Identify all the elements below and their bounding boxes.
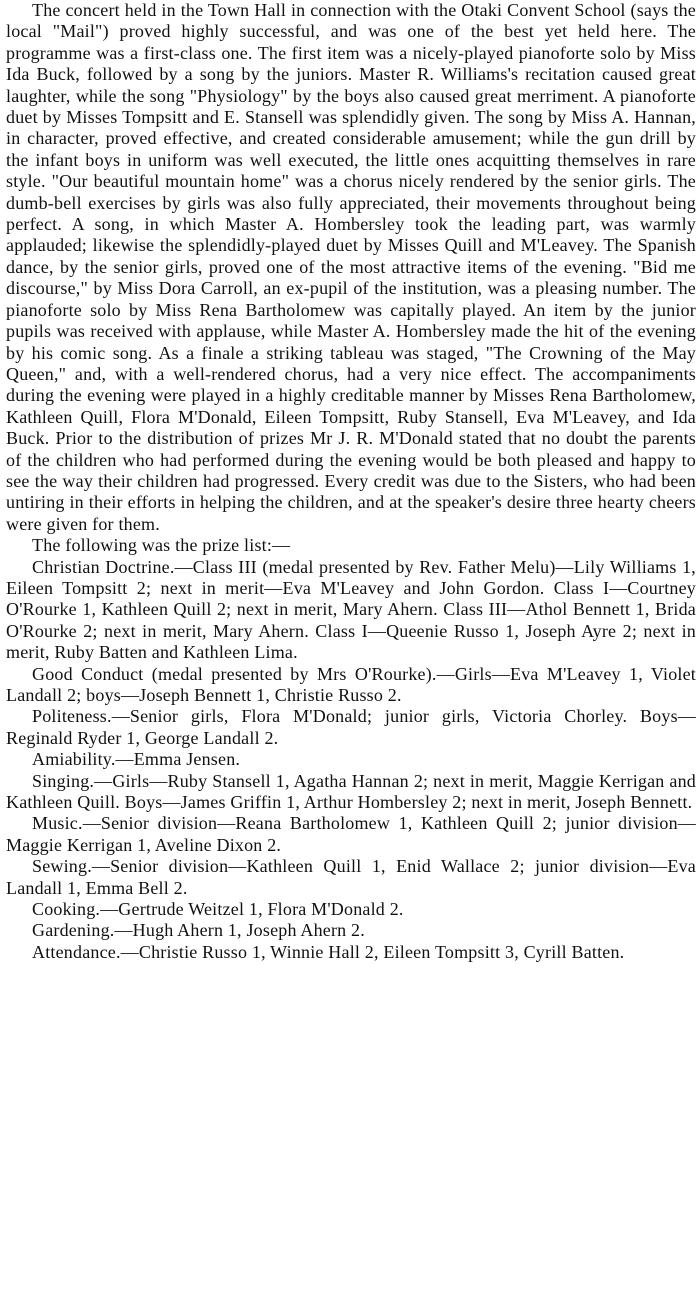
prize-sewing: Sewing.—Senior division—Kathleen Quill 1, Enid Wallace 2; junior division—Eva Landall 1, Emma Bell 2. (6, 856, 696, 898)
prize-christian-doctrine: Christian Doctrine.—Class III (medal presented by Rev. Father Melu)—Lily Williams 1, Eileen Tompsitt 2; next in merit—Eva M'Leavey and John Gordon. Class I—Courtney O'Rourke 1, Kathleen Quill 2; next in merit, Mary Ahern. Class III—Athol Bennett 1, Brida O'Rourke 2; next in merit, Mary Ahern. Class I—Queenie Russo 1, Joseph Ayre 2; next in merit, Ruby Batten and Kathleen Lima. (6, 556, 696, 663)
prize-good-conduct: Good Conduct (medal presented by Mrs O'Rourke).—Girls—Eva M'Leavey 1, Violet Landall 2; boys—Joseph Bennett 1, Christie Russo 2. (6, 663, 696, 705)
prize-gardening: Gardening.—Hugh Ahern 1, Joseph Ahern 2. (32, 920, 365, 941)
prize-attendance: Attendance.—Christie Russo 1, Winnie Hall 2, Eileen Tompsitt 3, Cyrill Batten. (32, 941, 625, 962)
prize-list-intro: The following was the prize list:— (32, 535, 291, 556)
prize-amiability: Amiability.—Emma Jensen. (32, 749, 241, 770)
prize-cooking: Cooking.—Gertrude Weitzel 1, Flora M'Donald 2. (32, 899, 404, 920)
concert-report-paragraph: The concert held in the Town Hall in connection with the Otaki Convent School (says the local "Mail") proved highly successful, and was one of the best yet held here. The programme was a first-class one. The first item was a nicely-played pianoforte solo by Miss Ida Buck, followed by a song by the juniors. Master R. Williams's recitation caused great laughter, while the song "Physiology" by the boys also caused great merriment. A pianoforte duet by Misses Tompsitt and E. Stansell was splendidly given. The song by Miss A. Hannan, in character, proved effective, and created considerable amusement; while the gun drill by the infant boys in uniform was well executed, the little ones acquitting themselves in rare style. "Our beautiful mountain home" was a chorus nicely rendered by the senior girls. The dumb-bell exercises by girls was also fully appreciated, their movements throughout being perfect. A song, in which Master A. Hombersley took the leading part, was warmly applauded; likewise the splendidly-played duet by Misses Quill and M'Leavey. The Spanish dance, by the senior girls, proved one of the most attractive items of the evening. "Bid me discourse," by Miss Dora Carroll, an ex-pupil of the institution, was a pleasing number. The pianoforte solo by Miss Rena Bartholomew was capitally played. An item by the junior pupils was received with applause, while Master A. Hombersley made the hit of the evening by his comic song. As a finale a striking tableau was staged, "The Crowning of the May Queen," and, with a well-rendered chorus, had a very nice effect. The accompaniments during the evening were played in a highly creditable manner by Misses Rena Bartholomew, Kathleen Quill, Flora M'Donald, Eileen Tompsitt, Ruby Stansell, Eva M'Leavey, and Ida Buck. Prior to the distribution of prizes Mr J. R. M'Donald stated that no doubt the parents of the children who had performed during the evening would be both pleased and happy to see the way their children had progressed. Every credit was due to the Sisters, who had been untiring in their efforts in helping the children, and at the speaker's desire three hearty cheers were given for them. (6, 0, 696, 534)
prize-singing: Singing.—Girls—Ruby Stansell 1, Agatha Hannan 2; next in merit, Maggie Kerrigan and Kathleen Quill. Boys—James Griffin 1, Arthur Hombersley 2; next in merit, Joseph Bennett. (6, 770, 696, 813)
prize-music: Music.—Senior division—Reana Bartholomew 1, Kathleen Quill 2; junior division—Maggie Kerrigan 1, Aveline Dixon 2. (6, 813, 696, 855)
prize-politeness: Politeness.—Senior girls, Flora M'Donald; junior girls, Victoria Chorley. Boys—Reginald Ryder 1, George Landall 2. (6, 706, 696, 748)
